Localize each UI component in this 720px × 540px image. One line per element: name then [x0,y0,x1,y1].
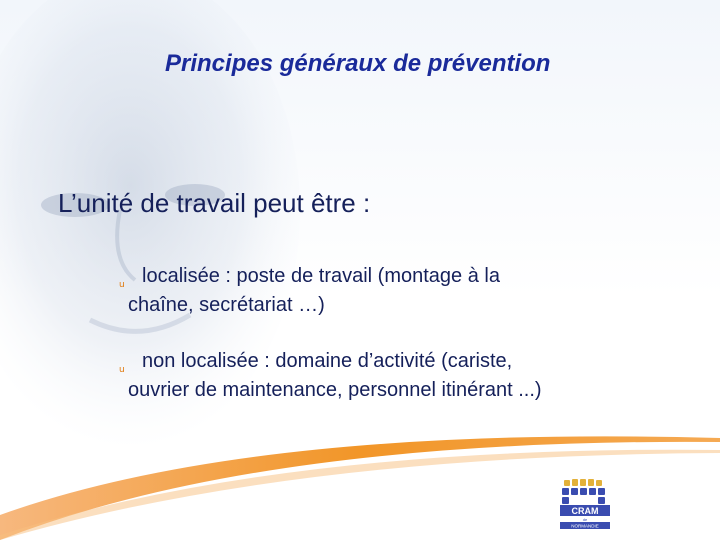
slide-title: Principes généraux de prévention [165,50,551,77]
cram-logo [556,476,614,530]
bullet-text-line: localisée : poste de travail (montage à la [142,265,500,287]
section-heading: L’unité de travail peut être : [58,188,371,218]
bullet-item [119,262,688,320]
bullet-item [119,347,688,405]
bullet-marker: u [119,280,125,290]
logo-text: CRAM [571,506,599,516]
logo-small-text: de [582,517,588,522]
bullet-text-line: chaîne, secrétariat …) [128,294,325,316]
logo-region-text: NORMANDIE [571,523,599,529]
bullet-marker: u [119,365,125,375]
bullet-text-line: ouvrier de maintenance, personnel itinérant ...) [128,379,542,401]
bullet-text-line: non localisée : domaine d’activité (cariste, [142,350,513,372]
